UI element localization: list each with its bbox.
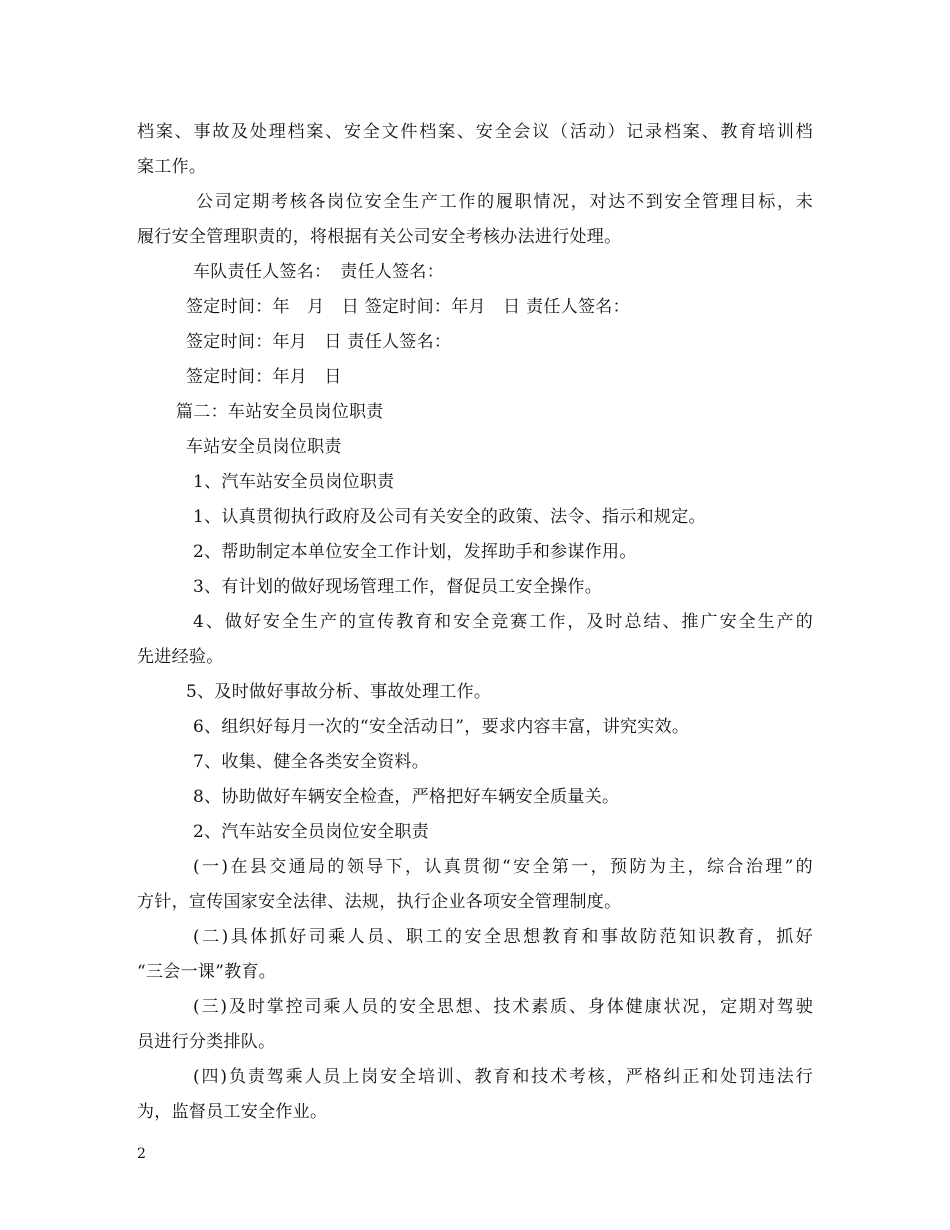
- list-item-continuation: 先进经验。: [137, 647, 224, 667]
- clause-item: (四)负责驾乘人员上岗安全培训、教育和技术考核，严格纠正和处罚违法行: [193, 1067, 813, 1087]
- clause-item-continuation: 为，监督员工安全作业。: [137, 1102, 328, 1122]
- section-heading: 篇二：车站安全员岗位职责: [176, 402, 384, 422]
- list-item: 3、有计划的做好现场管理工作，督促员工安全操作。: [193, 577, 603, 597]
- paragraph-line: 履行安全管理职责的，将根据有关公司安全考核办法进行处理。: [137, 227, 622, 247]
- clause-item: (一)在县交通局的领导下，认真贯彻“安全第一，预防为主，综合治理”的: [193, 857, 813, 877]
- list-item: 1、认真贯彻执行政府及公司有关安全的政策、法令、指示和规定。: [193, 507, 706, 527]
- list-item: 6、组织好每月一次的“安全活动日”，要求内容丰富，讲究实效。: [193, 717, 690, 737]
- signature-line: 车队责任人签名： 责任人签名：: [193, 262, 444, 282]
- list-item: 8、协助做好车辆安全检查，严格把好车辆安全质量关。: [193, 787, 620, 807]
- paragraph-line: 公司定期考核各岗位安全生产工作的履职情况，对达不到安全管理目标，未: [196, 192, 813, 212]
- clause-item-continuation: 方针，宣传国家安全法律、法规，执行企业各项安全管理制度。: [137, 892, 622, 912]
- signature-line: 签定时间：年 月 日 签定时间：年月 日 责任人签名：: [186, 297, 630, 317]
- clause-item-continuation: 员进行分类排队。: [137, 1032, 276, 1052]
- clause-item-continuation: “三会一课”教育。: [137, 962, 277, 982]
- list-item: 4、做好安全生产的宣传教育和安全竞赛工作，及时总结、推广安全生产的: [193, 612, 813, 632]
- paragraph-line: 档案、事故及处理档案、安全文件档案、安全会议（活动）记录档案、教育培训档: [137, 122, 813, 142]
- section-title: 车站安全员岗位职责: [186, 437, 342, 457]
- list-item: 5、及时做好事故分析、事故处理工作。: [186, 682, 492, 702]
- paragraph-line: 案工作。: [137, 157, 207, 177]
- page-number: 2: [137, 1146, 146, 1162]
- signature-line: 签定时间：年月 日: [186, 367, 342, 387]
- clause-item: (二)具体抓好司乘人员、职工的安全思想教育和事故防范知识教育，抓好: [193, 927, 813, 947]
- subsection-title: 1、汽车站安全员岗位职责: [193, 472, 395, 492]
- signature-line: 签定时间：年月 日 责任人签名：: [186, 332, 452, 352]
- subsection-title: 2、汽车站安全员岗位安全职责: [193, 822, 430, 842]
- clause-item: (三)及时掌控司乘人员的安全思想、技术素质、身体健康状况，定期对驾驶: [193, 997, 813, 1017]
- list-item: 2、帮助制定本单位安全工作计划，发挥助手和参谋作用。: [193, 542, 637, 562]
- list-item: 7、收集、健全各类安全资料。: [193, 752, 430, 772]
